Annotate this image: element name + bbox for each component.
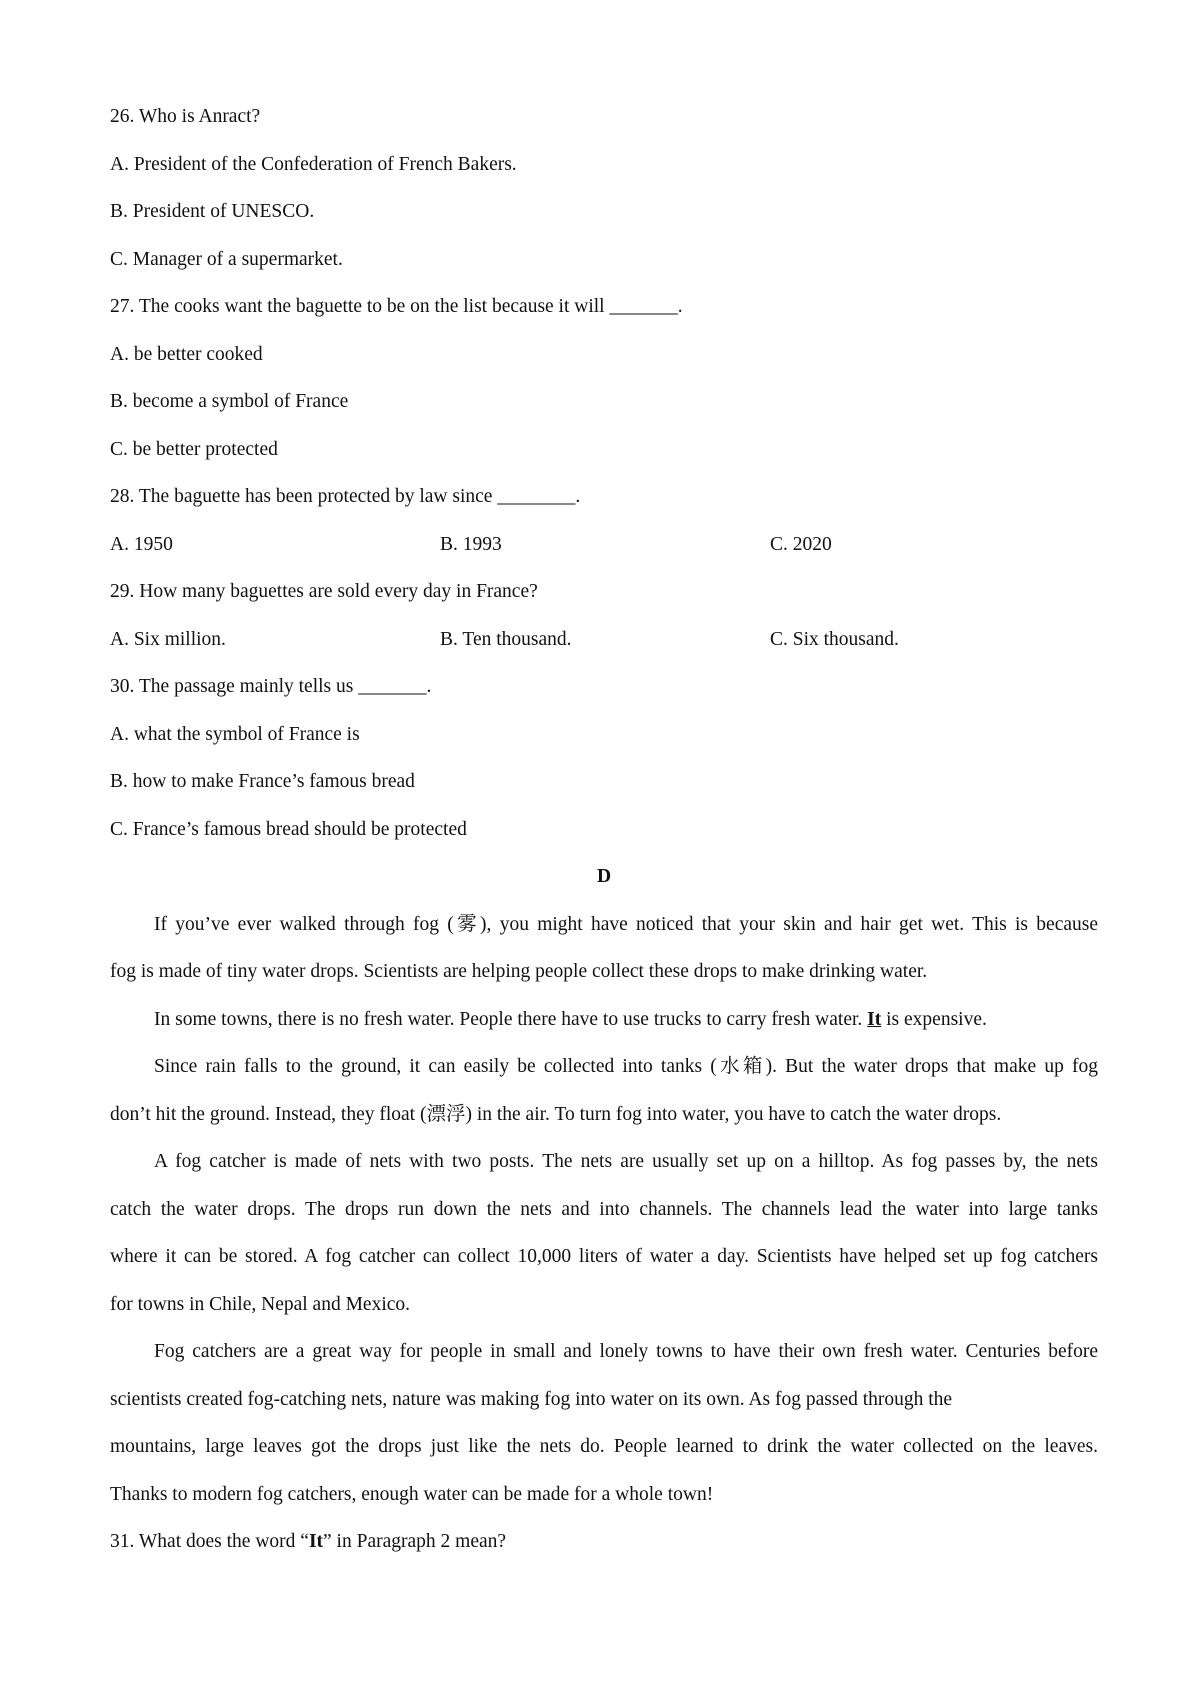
option-27b: B. become a symbol of France xyxy=(110,391,349,412)
option-28b: B. 1993 xyxy=(440,533,502,555)
question-28: 28. The baguette has been protected by law since ________. xyxy=(110,486,581,507)
question-26: 26. Who is Anract? xyxy=(110,106,261,127)
passage-p1-line: If you’ve ever walked through fog (雾), you might have noticed that your skin and hair get wet. This is because xyxy=(154,913,1098,935)
question-27: 27. The cooks want the baguette to be on the list because it will _______. xyxy=(110,296,683,317)
option-26c: C. Manager of a supermarket. xyxy=(110,248,343,270)
section-heading: D xyxy=(596,866,612,887)
option-30b: B. how to make France’s famous bread xyxy=(110,771,415,792)
document-page xyxy=(110,93,1098,1566)
option-26a: A. President of the Confederation of French Bakers. xyxy=(110,153,517,175)
passage-p5-line: scientists created fog-catching nets, nature was making fog into water on its own. As fog passed through the xyxy=(110,1388,953,1410)
passage-p4-line: for towns in Chile, Nepal and Mexico. xyxy=(110,1293,411,1315)
option-30a: A. what the symbol of France is xyxy=(110,723,360,745)
option-30c: C. France’s famous bread should be protected xyxy=(110,818,467,840)
passage-p1-line: fog is made of tiny water drops. Scientists are helping people collect these drops to make drinking water. xyxy=(110,961,928,982)
passage-p4-line: where it can be stored. A fog catcher can collect 10,000 liters of water a day. Scientists have helped set up fog catchers xyxy=(110,1246,1098,1267)
passage-p5-line: Fog catchers are a great way for people in small and lonely towns to have their own fresh water. Centuries before xyxy=(154,1341,1098,1362)
option-29b: B. Ten thousand. xyxy=(440,628,572,650)
question-30: 30. The passage mainly tells us _______. xyxy=(110,676,432,697)
option-28c: C. 2020 xyxy=(770,533,832,555)
passage-p5-line: Thanks to modern fog catchers, enough water can be made for a whole town! xyxy=(110,1483,714,1505)
option-27c: C. be better protected xyxy=(110,438,278,460)
passage-p2: In some towns, there is no fresh water. People there have to use trucks to carry fresh water. It is expensive. xyxy=(154,1008,987,1030)
option-29c: C. Six thousand. xyxy=(770,628,899,650)
passage-p4-line: A fog catcher is made of nets with two posts. The nets are usually set up on a hilltop. As fog passes by, the nets xyxy=(154,1151,1098,1172)
question-29: 29. How many baguettes are sold every day in France? xyxy=(110,581,538,602)
passage-p4-line: catch the water drops. The drops run down the nets and into channels. The channels lead the water into large tanks xyxy=(110,1198,1098,1220)
option-28a: A. 1950 xyxy=(110,533,173,555)
passage-p5-line: mountains, large leaves got the drops just like the nets do. People learned to drink the water collected on the leaves. xyxy=(110,1436,1098,1457)
question-31: 31. What does the word “It” in Paragraph 2 mean? xyxy=(110,1531,507,1552)
passage-p3-line: don’t hit the ground. Instead, they float (漂浮) in the air. To turn fog into water, you have to catch the water drops. xyxy=(110,1103,1002,1125)
option-26b: B. President of UNESCO. xyxy=(110,201,315,222)
options-28 xyxy=(110,521,1098,569)
underlined-word: It xyxy=(867,1008,882,1030)
passage-p3-line: Since rain falls to the ground, it can easily be collected into tanks (水箱). But the water drops that make up fog xyxy=(154,1056,1098,1077)
options-29 xyxy=(110,616,1098,664)
option-29a: A. Six million. xyxy=(110,628,226,650)
option-27a: A. be better cooked xyxy=(110,343,263,365)
